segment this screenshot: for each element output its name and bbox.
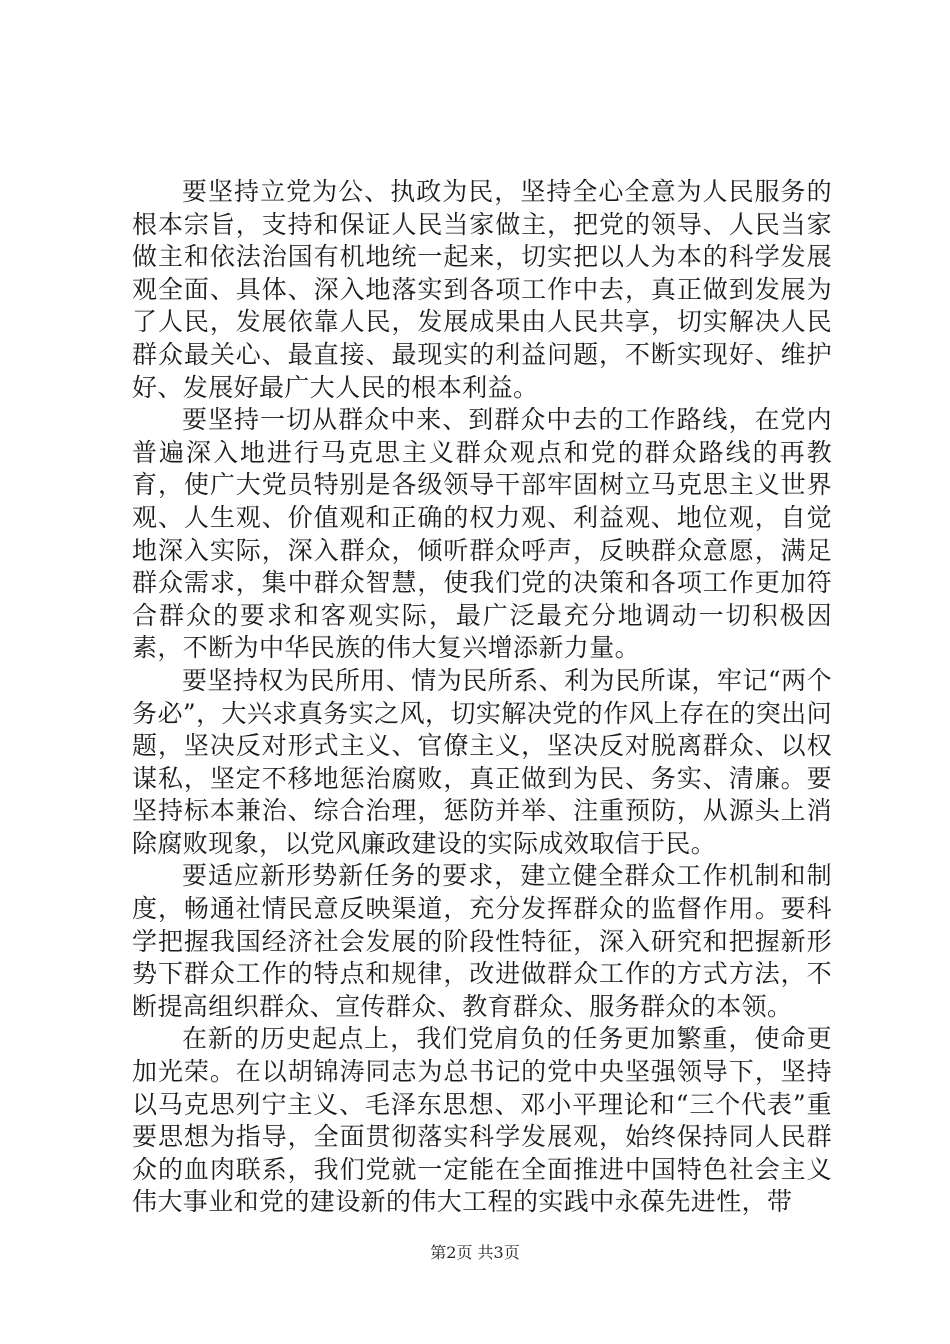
paragraph-5: 在新的历史起点上，我们党肩负的任务更加繁重，使命更加光荣。在以胡锦涛同志为总书记的党中央坚强领导下，坚持以马克思列宁主义、毛泽东思想、邓小平理论和“三个代表”重要思想为指导，全面贯彻落实科学发展观，始终保持同人民群众的血肉联系，我们党就一定能在全面推进中国特色社会主义伟大事业和党的建设新的伟大工程的实践中永葆先进性，带 <box>132 1024 832 1217</box>
page-number-footer: 第2页 共3页 <box>430 1243 520 1262</box>
paragraph-1: 要坚持立党为公、执政为民，坚持全心全意为人民服务的根本宗旨，支持和保证人民当家做主，把党的领导、人民当家做主和依法治国有机地统一起来，切实把以人为本的科学发展观全面、具体、深入地落实到各项工作中去，真正做到发展为了人民，发展依靠人民，发展成果由人民共享，切实解决人民群众最关心、最直接、最现实的利益问题，不断实现好、维护好、发展好最广大人民的根本利益。 <box>132 177 832 402</box>
paragraph-2: 要坚持一切从群众中来、到群众中去的工作路线，在党内普遍深入地进行马克思主义群众观点和党的群众路线的再教育，使广大党员特别是各级领导干部牢固树立马克思主义世界观、人生观、价值观和正确的权力观、利益观、地位观，自觉地深入实际，深入群众，倾听群众呼声，反映群众意愿，满足群众需求，集中群众智慧，使我们党的决策和各项工作更加符合群众的要求和客观实际，最广泛最充分地调动一切积极因素，不断为中华民族的伟大复兴增添新力量。 <box>132 405 832 663</box>
paragraph-3: 要坚持权为民所用、情为民所系、利为民所谋，牢记“两个务必”，大兴求真务实之风，切实解决党的作风上存在的突出问题，坚决反对形式主义、官僚主义，坚决反对脱离群众、以权谋私，坚定不移地惩治腐败，真正做到为民、务实、清廉。要坚持标本兼治、综合治理，惩防并举、注重预防，从源头上消除腐败现象，以党风廉政建设的实际成效取信于民。 <box>132 665 832 858</box>
paragraph-4: 要适应新形势新任务的要求，建立健全群众工作机制和制度，畅通社情民意反映渠道，充分发挥群众的监督作用。要科学把握我国经济社会发展的阶段性特征，深入研究和把握新形势下群众工作的特点和规律，改进做群众工作的方式方法，不断提高组织群众、宣传群众、教育群众、服务群众的本领。 <box>132 861 832 1021</box>
document-body <box>132 176 832 1219</box>
